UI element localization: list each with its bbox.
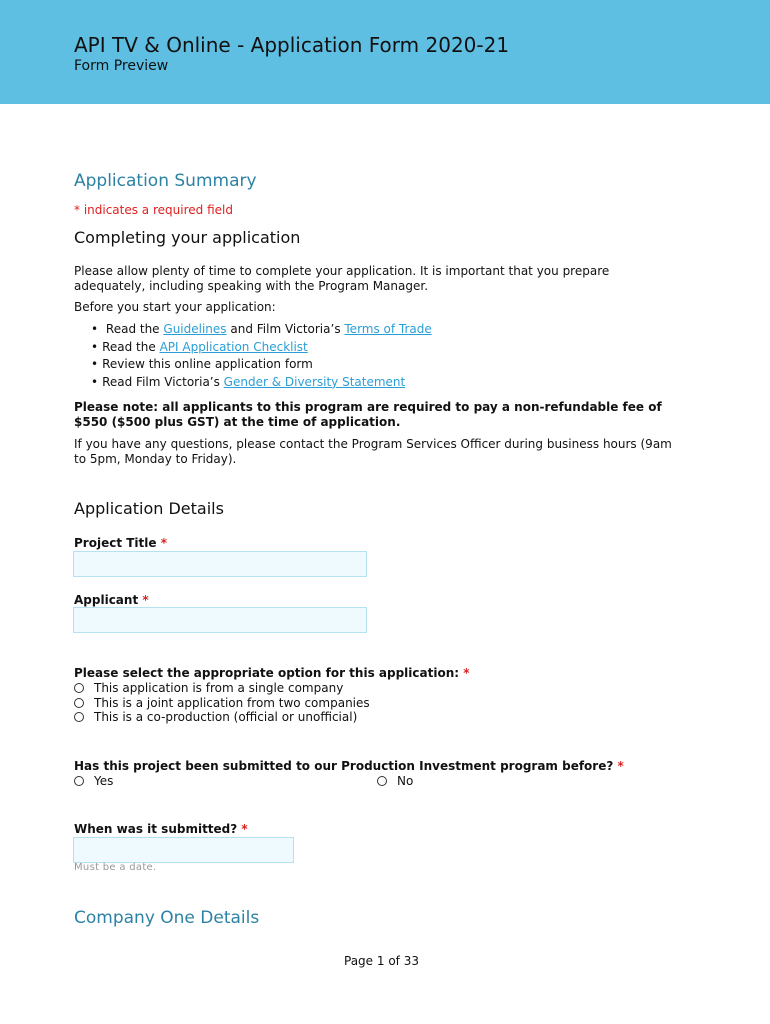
radio-option-co-production[interactable]: This is a co-production (official or unofficial) [74, 710, 370, 725]
list-item: • Read the Guidelines and Film Victoria’s Terms of Trade [91, 321, 432, 339]
application-option-question: Please select the appropriate option for this application: * [74, 666, 470, 680]
intro-paragraph: Please allow plenty of time to complete your application. It is important that you prepare adequately, including speaking with the Program Manager. [74, 264, 610, 293]
radio-circle-icon[interactable] [74, 698, 84, 708]
when-submitted-label: When was it submitted? * [74, 822, 248, 836]
required-asterisk: * [241, 822, 248, 836]
form-subtitle: Form Preview [74, 58, 169, 74]
radio-circle-icon[interactable] [74, 776, 84, 786]
required-field-note: * indicates a required field [74, 203, 233, 217]
required-asterisk: * [463, 666, 470, 680]
required-asterisk: * [617, 759, 624, 773]
terms-of-trade-link[interactable]: Terms of Trade [344, 322, 432, 336]
project-title-label: Project Title * [74, 536, 167, 550]
page-header [0, 0, 770, 104]
page-number: Page 1 of 33 [344, 954, 419, 968]
guidelines-link[interactable]: Guidelines [163, 322, 227, 336]
radio-option-joint-application[interactable]: This is a joint application from two companies [74, 696, 370, 711]
application-option-group [74, 681, 370, 725]
project-title-input[interactable] [73, 551, 367, 577]
submission-date-input[interactable] [73, 837, 294, 863]
api-checklist-link[interactable]: API Application Checklist [159, 339, 308, 354]
radio-option-no[interactable]: No [377, 774, 413, 789]
section-heading-details: Application Details [74, 499, 224, 518]
section-heading-company-one: Company One Details [74, 908, 260, 928]
radio-option-yes[interactable]: Yes [74, 774, 113, 789]
checklist-bullets [91, 321, 432, 391]
form-title: API TV & Online - Application Form 2020-21 [74, 33, 510, 57]
subheading-completing: Completing your application [74, 228, 301, 247]
list-item: • Read Film Victoria’s Gender & Diversity Statement [91, 374, 432, 392]
date-hint: Must be a date. [74, 862, 157, 873]
gender-diversity-link[interactable]: Gender & Diversity Statement [223, 374, 406, 389]
required-asterisk: * [160, 536, 167, 550]
list-item: • Read the API Application Checklist [91, 339, 432, 357]
radio-circle-icon[interactable] [74, 712, 84, 722]
before-start-text: Before you start your application: [74, 300, 276, 314]
applicant-input[interactable] [73, 607, 367, 633]
submitted-before-question: Has this project been submitted to our Production Investment program before? * [74, 759, 624, 773]
radio-circle-icon[interactable] [377, 776, 387, 786]
applicant-label: Applicant * [74, 593, 149, 607]
section-heading-summary: Application Summary [74, 171, 257, 191]
list-item: • Review this online application form [91, 356, 432, 374]
fee-note: Please note: all applicants to this program are required to pay a non-refundable fee of $550 ($500 plus GST) at the time of application. [74, 400, 662, 429]
contact-paragraph: If you have any questions, please contact the Program Services Officer during business hours (9am to 5pm, Monday to Friday). [74, 437, 672, 466]
radio-circle-icon[interactable] [74, 683, 84, 693]
required-asterisk: * [142, 593, 149, 607]
radio-option-single-company[interactable]: This application is from a single company [74, 681, 370, 696]
